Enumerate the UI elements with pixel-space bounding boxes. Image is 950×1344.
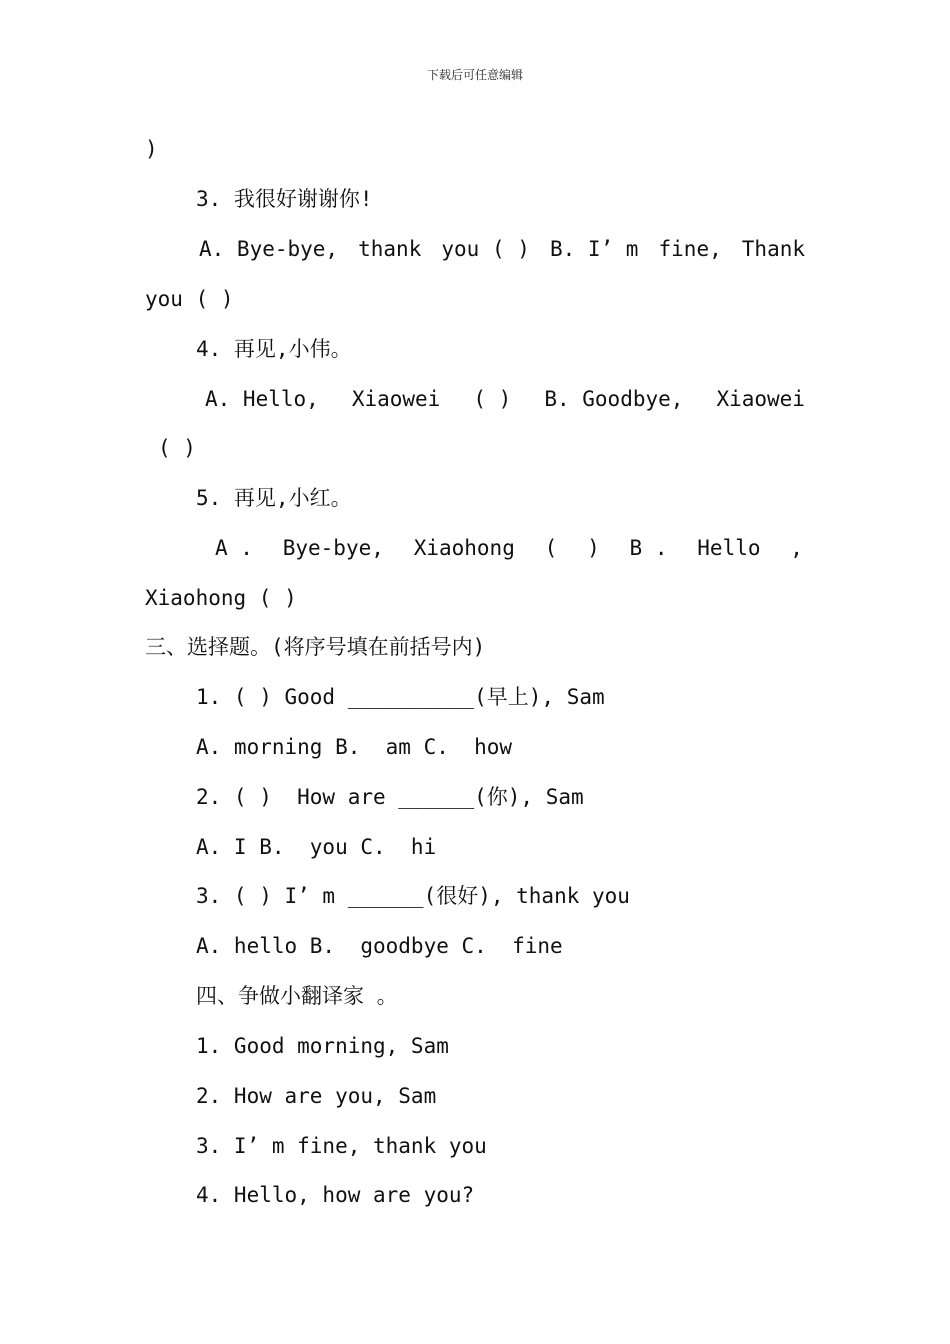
s4-item: 3. I’ m fine, thank you xyxy=(196,1134,487,1158)
q4-part: Xiaowei xyxy=(351,387,441,411)
q5-prompt: 5. 再见,小红。 xyxy=(196,486,352,510)
q4-options-row xyxy=(205,386,805,412)
q3-part: A. Bye-bye, xyxy=(199,237,339,261)
s4-item: 1. Good morning, Sam xyxy=(196,1034,449,1058)
q5-part: A . xyxy=(215,536,253,560)
q3-part: B. I’ m xyxy=(549,237,639,261)
section3-title: 三、选择题。(将序号填在前括号内) xyxy=(145,635,486,659)
q4-options-tail: ( ) xyxy=(158,436,196,460)
s3-q2-options: A. I B. you C. hi xyxy=(196,835,437,859)
q3-options-row xyxy=(199,236,805,262)
s3-q3-options: A. hello B. goodbye C. fine xyxy=(196,934,563,958)
q3-part: thank xyxy=(358,237,422,261)
q5-options-tail: Xiaohong ( ) xyxy=(145,586,297,610)
q5-part: Bye-bye, xyxy=(282,536,384,560)
q5-part: Xiaohong xyxy=(413,536,515,560)
q3-part: Thank xyxy=(741,237,805,261)
q5-part: Hello xyxy=(697,536,761,560)
q4-part: B. Goodbye, xyxy=(544,387,684,411)
q5-part: ( xyxy=(544,536,558,560)
q4-part: Xiaowei xyxy=(716,387,805,411)
q5-part: B . xyxy=(629,536,668,560)
q5-options-row xyxy=(215,535,803,561)
s4-item: 2. How are you, Sam xyxy=(196,1084,437,1108)
s3-q1-options: A. morning B. am C. how xyxy=(196,735,513,759)
previous-item-tail: ) xyxy=(145,137,158,161)
q5-part: , xyxy=(790,536,803,560)
q4-part: A. Hello, xyxy=(205,387,319,411)
s3-q2-question: 2. ( ) How are ______(你), Sam xyxy=(196,785,584,809)
q4-part: ( ) xyxy=(473,387,512,411)
q5-part: ) xyxy=(587,536,600,560)
s3-q3-question: 3. ( ) I’ m ______(很好), thank you xyxy=(196,884,630,908)
s4-item: 4. Hello, how are you? xyxy=(196,1183,475,1207)
s3-q1-question: 1. ( ) Good __________(早上), Sam xyxy=(196,685,605,709)
section4-title: 四、争做小翻译家 。 xyxy=(196,984,398,1008)
q3-prompt: 3. 我很好谢谢你! xyxy=(196,187,373,211)
page-header: 下载后可任意编辑 xyxy=(426,68,523,82)
q3-part: you ( ) xyxy=(441,237,530,261)
q3-part: fine, xyxy=(658,237,722,261)
q3-options-tail: you ( ) xyxy=(145,287,234,311)
q4-prompt: 4. 再见,小伟。 xyxy=(196,337,352,361)
